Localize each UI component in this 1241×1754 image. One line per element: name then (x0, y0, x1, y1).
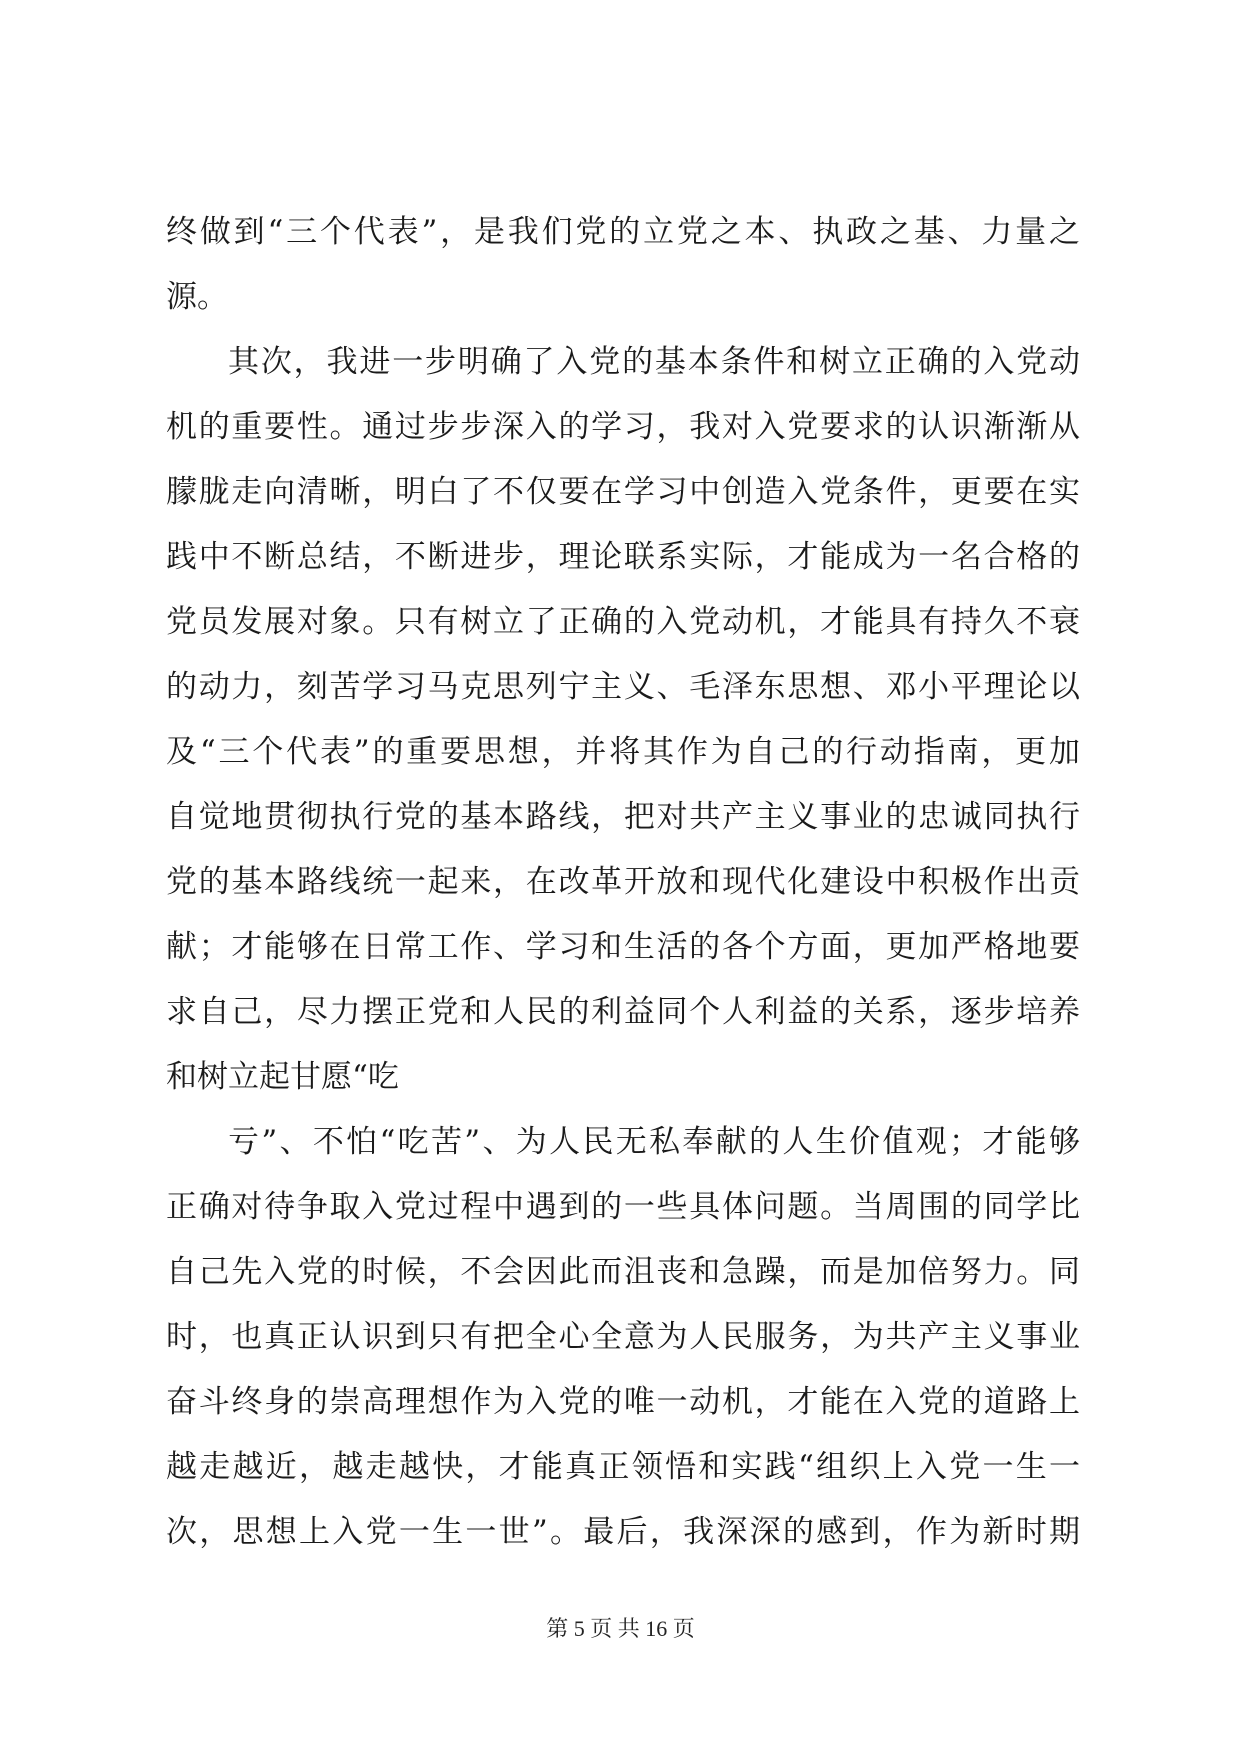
text-line: 终做到“三个代表”，是我们党的立党之本、执政之基、力量之 (166, 214, 1080, 250)
text-line: 越走越近，越走越快，才能真正领悟和实践“组织上入党一生一 (166, 1449, 1080, 1485)
text-line: 源。 (166, 279, 228, 315)
page-number-footer: 第 5 页 共 16 页 (546, 1616, 695, 1641)
text-line: 自觉地贯彻执行党的基本路线，把对共产主义事业的忠诚同执行 (166, 799, 1080, 835)
text-line: 求自己，尽力摆正党和人民的利益同个人利益的关系，逐步培养 (166, 994, 1080, 1030)
paragraph-3 (166, 1110, 1080, 1565)
text-line: 朦胧走向清晰，明白了不仅要在学习中创造入党条件，更要在实 (166, 474, 1080, 510)
text-line: 机的重要性。通过步步深入的学习，我对入党要求的认识渐渐从 (166, 409, 1080, 445)
text-line: 的动力，刻苦学习马克思列宁主义、毛泽东思想、邓小平理论以 (166, 669, 1080, 705)
paragraph-2 (166, 330, 1080, 1110)
document-body (166, 200, 1080, 1565)
text-line: 献；才能够在日常工作、学习和生活的各个方面，更加严格地要 (166, 929, 1080, 965)
text-line: 正确对待争取入党过程中遇到的一些具体问题。当周围的同学比 (166, 1189, 1080, 1225)
text-line: 党的基本路线统一起来，在改革开放和现代化建设中积极作出贡 (166, 864, 1080, 900)
text-line: 奋斗终身的崇高理想作为入党的唯一动机，才能在入党的道路上 (166, 1384, 1080, 1420)
text-line: 其次，我进一步明确了入党的基本条件和树立正确的入党动 (228, 344, 1080, 380)
text-line: 及“三个代表”的重要思想，并将其作为自己的行动指南，更加 (166, 734, 1080, 770)
text-line: 党员发展对象。只有树立了正确的入党动机，才能具有持久不衰 (166, 604, 1080, 640)
text-line: 次，思想上入党一生一世”。最后，我深深的感到，作为新时期 (166, 1514, 1080, 1550)
text-line: 自己先入党的时候，不会因此而沮丧和急躁，而是加倍努力。同 (166, 1254, 1080, 1290)
text-line: 践中不断总结，不断进步，理论联系实际，才能成为一名合格的 (166, 539, 1080, 575)
text-line: 时，也真正认识到只有把全心全意为人民服务，为共产主义事业 (166, 1319, 1080, 1355)
text-line: 亏”、不怕“吃苦”、为人民无私奉献的人生价值观；才能够 (228, 1124, 1080, 1160)
text-line: 和树立起甘愿“吃 (166, 1059, 399, 1095)
paragraph-1 (166, 200, 1080, 330)
